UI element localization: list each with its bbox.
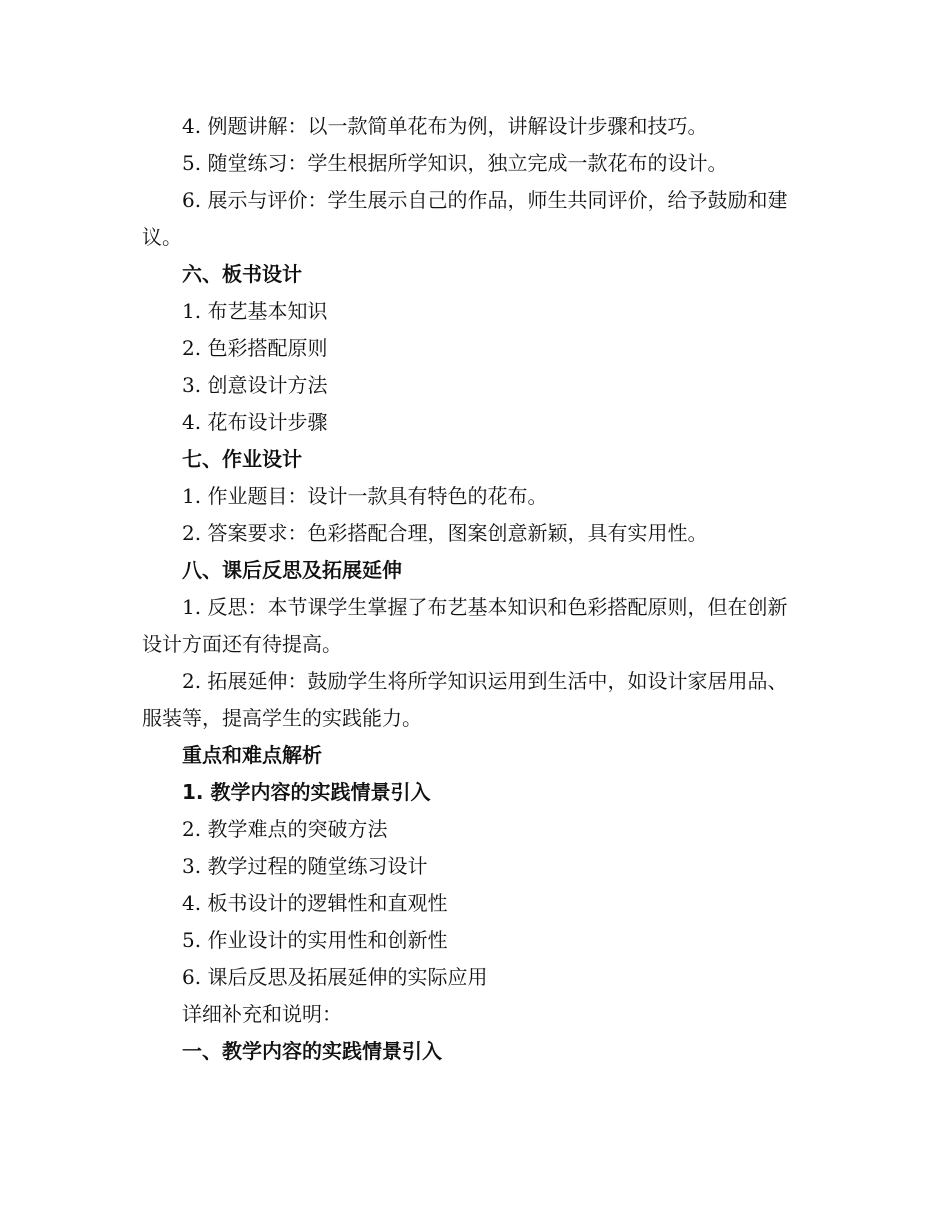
paragraph-in-class-practice: 5. 随堂练习：学生根据所学知识，独立完成一款花布的设计。 bbox=[182, 151, 728, 175]
paragraph-reflection: 1. 反思：本节课学生掌握了布艺基本知识和色彩搭配原则，但在创新设计方面还有待提高。 bbox=[142, 595, 788, 656]
paragraph-homework-topic: 1. 作业题目：设计一款具有特色的花布。 bbox=[182, 484, 548, 508]
paragraph-key-point-3: 3. 教学过程的随堂练习设计 bbox=[182, 854, 428, 878]
paragraph-key-point-1: 1. 教学内容的实践情景引入 bbox=[182, 780, 431, 804]
paragraph-board-item-1: 1. 布艺基本知识 bbox=[182, 299, 328, 323]
paragraph-key-point-4: 4. 板书设计的逻辑性和直观性 bbox=[182, 891, 448, 915]
document-page bbox=[142, 108, 806, 1070]
paragraph-key-point-5: 5. 作业设计的实用性和创新性 bbox=[182, 928, 448, 952]
paragraph-board-item-3: 3. 创意设计方法 bbox=[182, 373, 328, 397]
heading-practice-scenario: 一、教学内容的实践情景引入 bbox=[182, 1039, 442, 1063]
heading-reflection-extension: 八、课后反思及拓展延伸 bbox=[182, 558, 402, 582]
heading-homework-design: 七、作业设计 bbox=[182, 447, 302, 471]
paragraph-extension: 2. 拓展延伸：鼓励学生将所学知识运用到生活中，如设计家居用品、服装等，提高学生的实践能力。 bbox=[142, 669, 788, 730]
paragraph-board-item-2: 2. 色彩搭配原则 bbox=[182, 336, 328, 360]
heading-board-design: 六、板书设计 bbox=[182, 262, 302, 286]
paragraph-board-item-4: 4. 花布设计步骤 bbox=[182, 410, 328, 434]
heading-key-difficult-points: 重点和难点解析 bbox=[182, 743, 322, 767]
paragraph-display-evaluation: 6. 展示与评价：学生展示自己的作品，师生共同评价，给予鼓励和建议。 bbox=[142, 188, 788, 249]
paragraph-key-point-6: 6. 课后反思及拓展延伸的实际应用 bbox=[182, 965, 488, 989]
paragraph-example-explanation: 4. 例题讲解：以一款简单花布为例，讲解设计步骤和技巧。 bbox=[182, 114, 708, 138]
paragraph-key-point-2: 2. 教学难点的突破方法 bbox=[182, 817, 388, 841]
paragraph-detailed-supplement: 详细补充和说明： bbox=[182, 1002, 342, 1026]
paragraph-answer-requirement: 2. 答案要求：色彩搭配合理，图案创意新颖，具有实用性。 bbox=[182, 521, 708, 545]
